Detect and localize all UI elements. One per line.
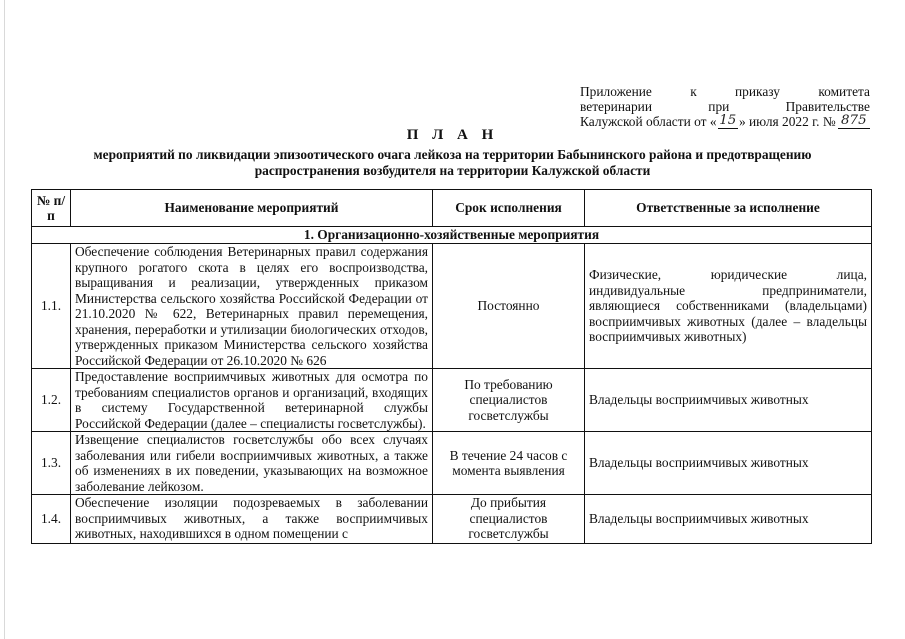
row-measure: Предоставление восприимчивых животных для осмотра по требованиям специалистов органов и организаций, входящих в систему Государственной ветеринарной службы Российской Федерации (далее – специалисты госветслужбы). — [71, 369, 433, 432]
row-term: По требованию специалистов госветслужбы — [433, 369, 585, 432]
document-title: П Л А Н — [406, 127, 499, 143]
section-row — [32, 227, 872, 244]
page-edge-line — [4, 0, 5, 639]
handwritten-order-number: 875 — [838, 114, 870, 129]
table-row — [32, 495, 872, 544]
row-num: 1.4. — [32, 495, 71, 544]
row-num: 1.1. — [32, 244, 71, 369]
table-row — [32, 244, 872, 369]
appendix-word: Правительстве — [785, 99, 870, 114]
appendix-line-1 — [580, 84, 870, 99]
row-num: 1.3. — [32, 432, 71, 495]
header-responsible: Ответственные за исполнение — [585, 190, 872, 227]
row-term: До прибытия специалистов госветслужбы — [433, 495, 585, 544]
appendix-date-middle: » июля 2022 г. № — [738, 114, 836, 129]
appendix-note — [580, 84, 870, 129]
row-measure: Извещение специалистов госветслужбы обо всех случаях заболевания или гибели восприимчивых животных, а также об изменениях в их поведении, указывающих на возможное заболевание лейкозом. — [71, 432, 433, 495]
table-row — [32, 369, 872, 432]
table-header-row — [32, 190, 872, 227]
handwritten-day: 15 — [719, 113, 737, 128]
row-responsible: Владельцы восприимчивых животных — [585, 369, 872, 432]
table-row — [32, 432, 872, 495]
row-term: Постоянно — [433, 244, 585, 369]
document-subtitle: мероприятий по ликвидации эпизоотического очага лейкоза на территории Бабынинского района и предотвращению распространения возбудителя на территории Калужской области — [93, 147, 812, 178]
plan-table — [31, 189, 872, 544]
appendix-word: при — [708, 99, 730, 114]
row-measure: Обеспечение соблюдения Ветеринарных правил содержания крупного рогатого скота в целях его воспроизводства, выращивания и реализации, утвержденных приказом Министерства сельского хозяйства Российской Федерации от 21.10.2020 № 622, Ветеринарных правил перемещения, хранения, переработки и утилизации биологических отходов, утвержденных приказом Министерства сельского хозяйства Российской Федерации от 26.10.2020 № 626 — [71, 244, 433, 369]
header-num: № п/п — [32, 190, 71, 227]
appendix-word: приказу — [735, 84, 780, 99]
row-measure: Обеспечение изоляции подозреваемых в заболевании восприимчивых животных, а также восприимчивых животных, находившихся в одном помещении с — [71, 495, 433, 544]
row-responsible: Владельцы восприимчивых животных — [585, 495, 872, 544]
appendix-line-2 — [580, 99, 870, 114]
header-term: Срок исполнения — [433, 190, 585, 227]
row-num: 1.2. — [32, 369, 71, 432]
row-responsible: Физические, юридические лица, индивидуальные предприниматели, являющиеся собственниками (владельцами) восприимчивых животных (далее – владельцы восприимчивых животных) — [585, 244, 872, 369]
appendix-word: к — [690, 84, 697, 99]
row-term: В течение 24 часов с момента выявления — [433, 432, 585, 495]
section-title: 1. Организационно-хозяйственные мероприятия — [32, 227, 872, 244]
appendix-word: ветеринарии — [580, 99, 652, 114]
appendix-word: комитета — [818, 84, 870, 99]
header-name: Наименование мероприятий — [71, 190, 433, 227]
appendix-date-prefix: Калужской области от « — [580, 114, 717, 129]
row-responsible: Владельцы восприимчивых животных — [585, 432, 872, 495]
appendix-word: Приложение — [580, 84, 652, 99]
